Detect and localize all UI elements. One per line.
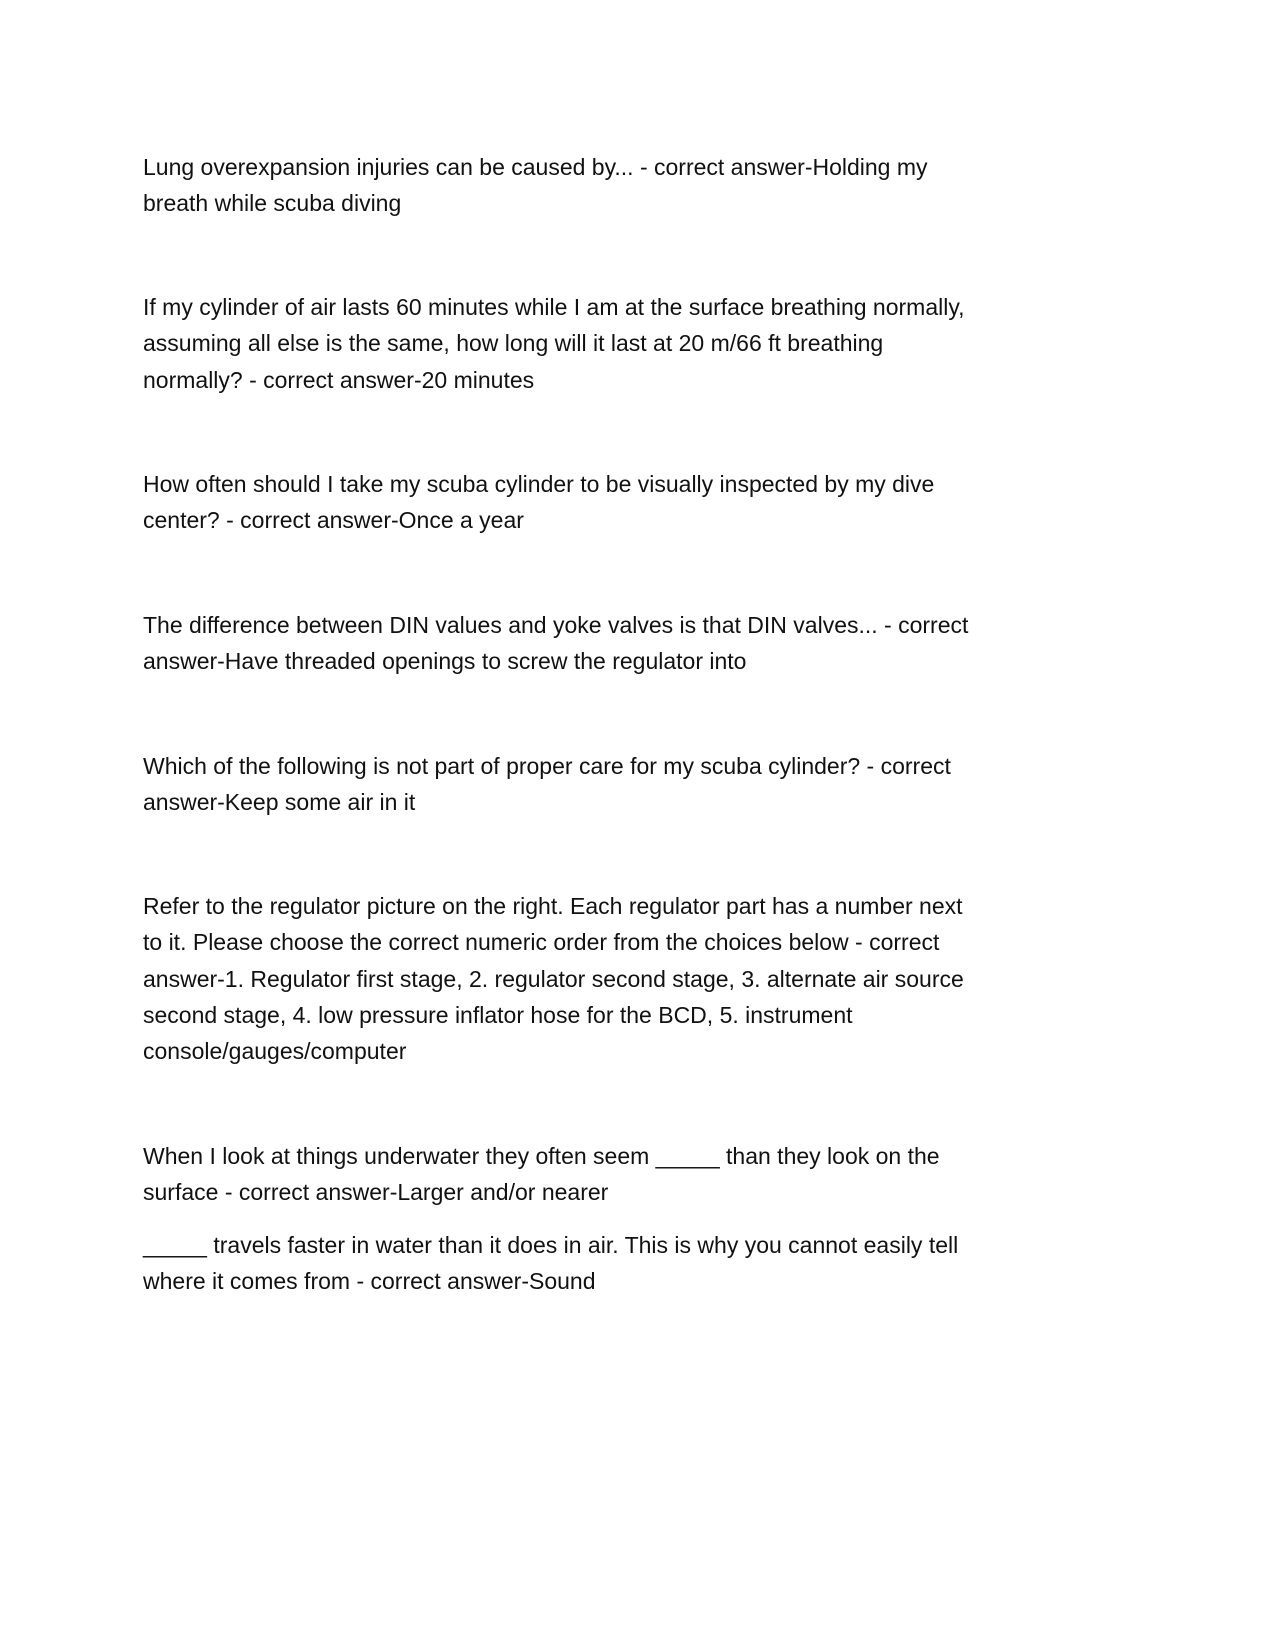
qa-item — [143, 1138, 940, 1211]
qa-item — [143, 748, 951, 821]
text-line: to it. Please choose the correct numeric order from the choices below - correct — [143, 929, 940, 956]
text-line: answer-1. Regulator first stage, 2. regulator second stage, 3. alternate air source — [143, 965, 964, 992]
text-line: The difference between DIN values and yoke valves is that DIN valves... - correct — [143, 612, 969, 638]
qa-item — [143, 289, 965, 398]
text-line: answer-Have threaded openings to screw the regulator into — [143, 648, 747, 675]
text-line: Refer to the regulator picture on the right. Each regulator part has a number next — [143, 893, 963, 919]
text-line: If my cylinder of air lasts 60 minutes while I am at the surface breathing normally, — [143, 294, 965, 320]
text-line: How often should I take my scuba cylinder to be visually inspected by my dive — [143, 471, 935, 497]
text-line: second stage, 4. low pressure inflator hose for the BCD, 5. instrument — [143, 1001, 853, 1028]
qa-item — [143, 149, 928, 222]
qa-item — [143, 607, 968, 680]
text-line: surface - correct answer-Larger and/or nearer — [143, 1179, 609, 1206]
text-line: assuming all else is the same, how long will it last at 20 m/66 ft breathing — [143, 330, 884, 357]
qa-item — [143, 1227, 958, 1300]
text-line: answer-Keep some air in it — [143, 789, 416, 816]
text-line: center? - correct answer-Once a year — [143, 507, 524, 534]
text-line: breath while scuba diving — [143, 190, 402, 217]
text-line: Which of the following is not part of proper care for my scuba cylinder? - correct — [143, 753, 951, 779]
text-line: normally? - correct answer-20 minutes — [143, 366, 535, 393]
qa-item — [143, 888, 964, 1069]
text-line: When I look at things underwater they often seem _____ than they look on the — [143, 1143, 940, 1169]
text-line: console/gauges/computer — [143, 1038, 407, 1065]
qa-item — [143, 466, 934, 539]
text-line: Lung overexpansion injuries can be caused by... - correct answer-Holding my — [143, 154, 928, 180]
text-line: where it comes from - correct answer-Sound — [143, 1268, 596, 1295]
text-line: _____ travels faster in water than it does in air. This is why you cannot easily tell — [143, 1232, 959, 1258]
